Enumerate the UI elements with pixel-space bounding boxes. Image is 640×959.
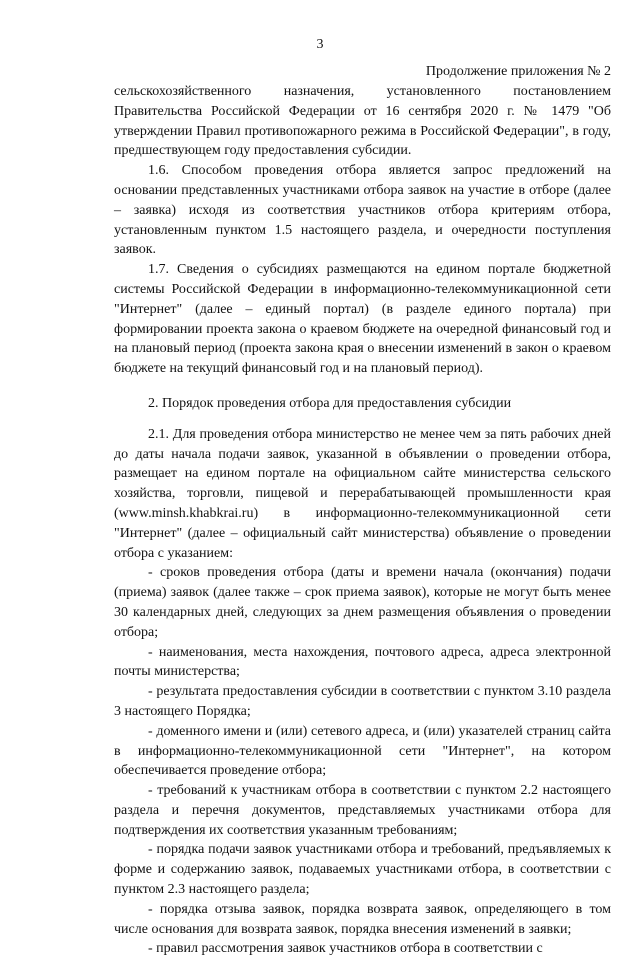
list-item: - результата предоставления субсидии в соответствии с пунктом 3.10 раздела 3 настоящего Порядка; bbox=[114, 684, 611, 719]
list-item: - доменного имени и (или) сетевого адреса, и (или) указателей страниц сайта в информационно-телекоммуникационной сети "Интернет", на котором обеспечивается проведение отбора; bbox=[114, 723, 611, 779]
list-item: - порядка отзыва заявок, порядка возврата заявок, определяющего в том числе основания для возврата заявок, порядка внесения изменений в заявки; bbox=[114, 901, 611, 937]
paragraph-1-7: 1.7. Сведения о субсидиях размещаются на едином портале бюджетной системы Российской Федерации в информационно-телекоммуникационной сети "Интернет" (далее – единый портал) (в разделе единого портала) при формировании проекта закона о краевом бюджете на очередной финансовый год и на плановый период (проекта закона края о внесении изменений в закон о краевом бюджете на текущий финансовый год и на плановый период). bbox=[114, 262, 611, 377]
list-item: - порядка подачи заявок участниками отбора и требований, предъявляемых к форме и содержанию заявок, подаваемых участниками отбора, в соответствии с пунктом 2.3 настоящего раздела; bbox=[114, 842, 611, 898]
list-item: - наименования, места нахождения, почтового адреса, адреса электронной почты министерства; bbox=[114, 644, 611, 680]
list-item: - сроков проведения отбора (даты и времени начала (окончания) подачи (приема) заявок (далее также – срок приема заявок), которые не могут быть менее 30 календарных дней, следующих за днем размещения объявления о проведении отбора; bbox=[114, 565, 611, 640]
section-2-heading: 2. Порядок проведения отбора для предоставления субсидии bbox=[148, 395, 512, 411]
page-number: 3 bbox=[316, 37, 324, 52]
paragraph-1-6: 1.6. Способом проведения отбора является запрос предложений на основании представленных участниками отбора заявок на участие в отборе (далее – заявка) исходя из соответствия участников отбора критериям отбора, установленным пунктом 1.5 настоящего раздела, и очередности поступления заявок. bbox=[114, 163, 611, 258]
paragraph-continued: сельскохозяйственного назначения, установленного постановлением Правительства Российской Федерации от 16 сентября 2020 г. № 1479 "Об утверждении Правил противопожарного режима в Российской Федерации", в году, предшествующем году предоставления субсидии. bbox=[114, 84, 611, 159]
list-item: - требований к участникам отбора в соответствии с пунктом 2.2 настоящего раздела и перечня документов, представляемых участниками отбора для подтверждения их соответствия указанным требованиям; bbox=[114, 783, 611, 838]
document-body bbox=[114, 82, 611, 959]
list-item: - правил рассмотрения заявок участников отбора в соответствии с bbox=[148, 941, 543, 957]
paragraph-2-1: 2.1. Для проведения отбора министерство не менее чем за пять рабочих дней до даты начала подачи заявок, указанной в объявлении о проведении отбора, размещает на едином портале на официальном сайте министерства сельского хозяйства, торговли, пищевой и перерабатывающей промышленности края (www.minsh.khabkrai.ru) в информационно-телекоммуникационной сети "Интернет" (далее – официальный сайт министерства) объявление о проведении отбора с указанием: bbox=[114, 426, 611, 561]
appendix-continuation-label: Продолжение приложения № 2 bbox=[425, 64, 611, 79]
